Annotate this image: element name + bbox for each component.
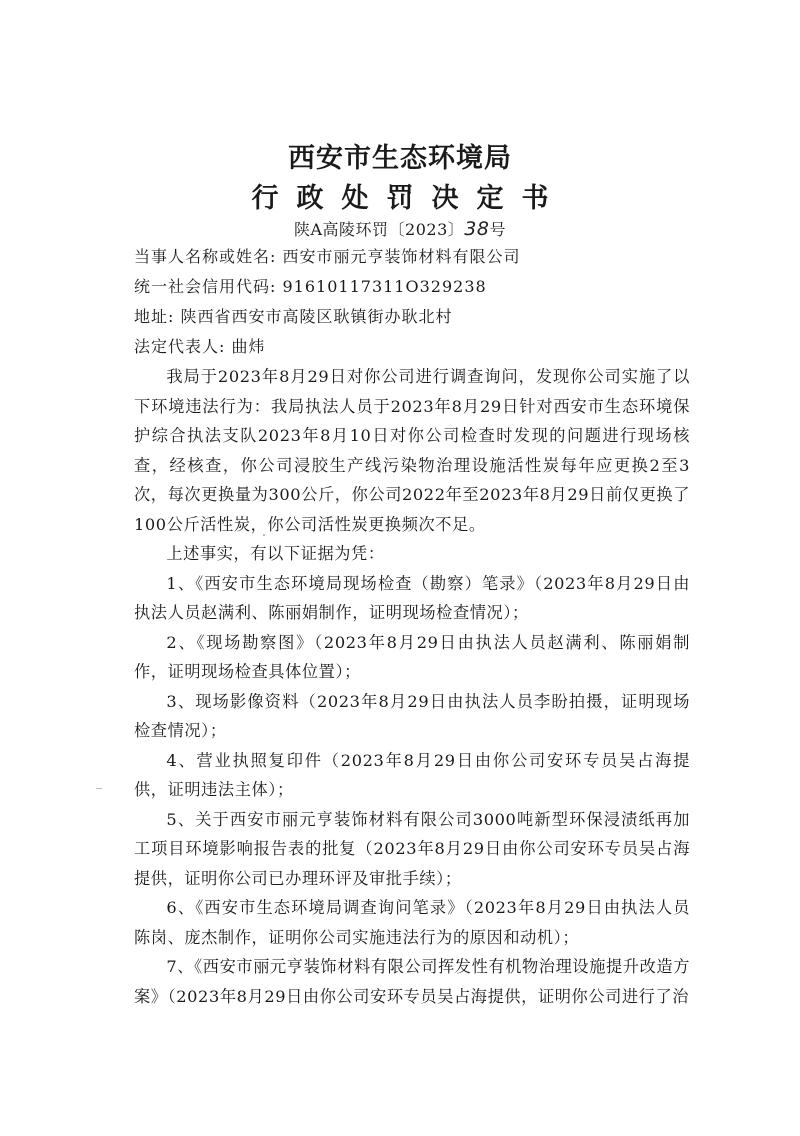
legal-rep-label: 法定代表人:: [134, 337, 226, 356]
document-number-handwritten: 38: [464, 218, 490, 240]
evidence-item: 4、营业执照复印件（2023年8月29日由你公司安环专员吴占海提供，证明违法主体）；: [134, 750, 690, 799]
scan-speck: [96, 788, 102, 789]
scan-speck: [263, 534, 265, 536]
address-row: [134, 304, 453, 327]
evidence-intro: 上述事实，有以下证据为凭：: [166, 544, 385, 563]
evidence-item: 3、现场影像资料（2023年8月29日由执法人员李盼拍摄，证明现场检查情况）；: [134, 691, 690, 740]
credit-code-value: 91610117311O329238: [282, 277, 487, 296]
facts-paragraph: 我局于2023年8月29日对你公司进行调查询问，发现你公司实施了以下环境违法行为：我局执法人员于2023年8月29日针对西安市生态环境保护综合执法支队2023年8月10日对你公司检查时发现的问题进行现场核查，经核查，你公司浸胶生产线污染物治理设施活性炭每年应更换2至3次，每次更换量为300公斤，你公司2022年至2023年8月29日前仅更换了100公斤活性炭，你公司活性炭更换频次不足。: [134, 367, 690, 534]
address-label: 地址:: [134, 307, 175, 326]
evidence-item: 6、《西安市生态环境局调查询问笔录》（2023年8月29日由执法人员陈岗、庞杰制作，证明你公司实施违法行为的原因和动机）；: [134, 898, 690, 947]
evidence-item: 7、《西安市丽元亨装饰材料有限公司挥发性有机物治理设施提升改造方案》（2023年8月29日由你公司安环专员吴占海提供，证明你公司进行了治: [134, 957, 690, 1006]
document-body: [134, 362, 690, 1011]
legal-rep-row: [134, 334, 266, 357]
document-number-prefix: 陕A高陵环罚〔2023〕: [294, 220, 465, 239]
party-name-label: 当事人名称或姓名:: [134, 247, 277, 266]
issuing-authority-title: 西安市生态环境局: [288, 143, 512, 174]
document-number: [0, 217, 800, 240]
document-type-title: 行政处罚决定书: [251, 183, 567, 214]
evidence-item: 1、《西安市生态环境局现场检查（勘察）笔录》（2023年8月29日由执法人员赵满利、陈丽娟制作，证明现场检查情况）；: [134, 573, 690, 622]
evidence-item: 5、关于西安市丽元亨装饰材料有限公司3000吨新型环保浸渍纸再加工项目环境影响报告表的批复（2023年8月29日由你公司安环专员吴占海提供，证明你公司已办理环评及审批手续）；: [134, 809, 690, 888]
party-name-row: [134, 244, 521, 267]
party-name-value: 西安市丽元亨装饰材料有限公司: [282, 247, 521, 266]
address-value: 陕西省西安市高陵区耿镇街办耿北村: [180, 307, 453, 326]
evidence-item: 2、《现场勘察图》（2023年8月29日由执法人员赵满利、陈丽娟制作，证明现场检查具体位置）；: [134, 632, 690, 681]
legal-rep-value: 曲炜: [231, 337, 266, 356]
credit-code-label: 统一社会信用代码:: [134, 277, 277, 296]
document-number-suffix: 号: [489, 220, 506, 239]
credit-code-row: [134, 274, 487, 297]
